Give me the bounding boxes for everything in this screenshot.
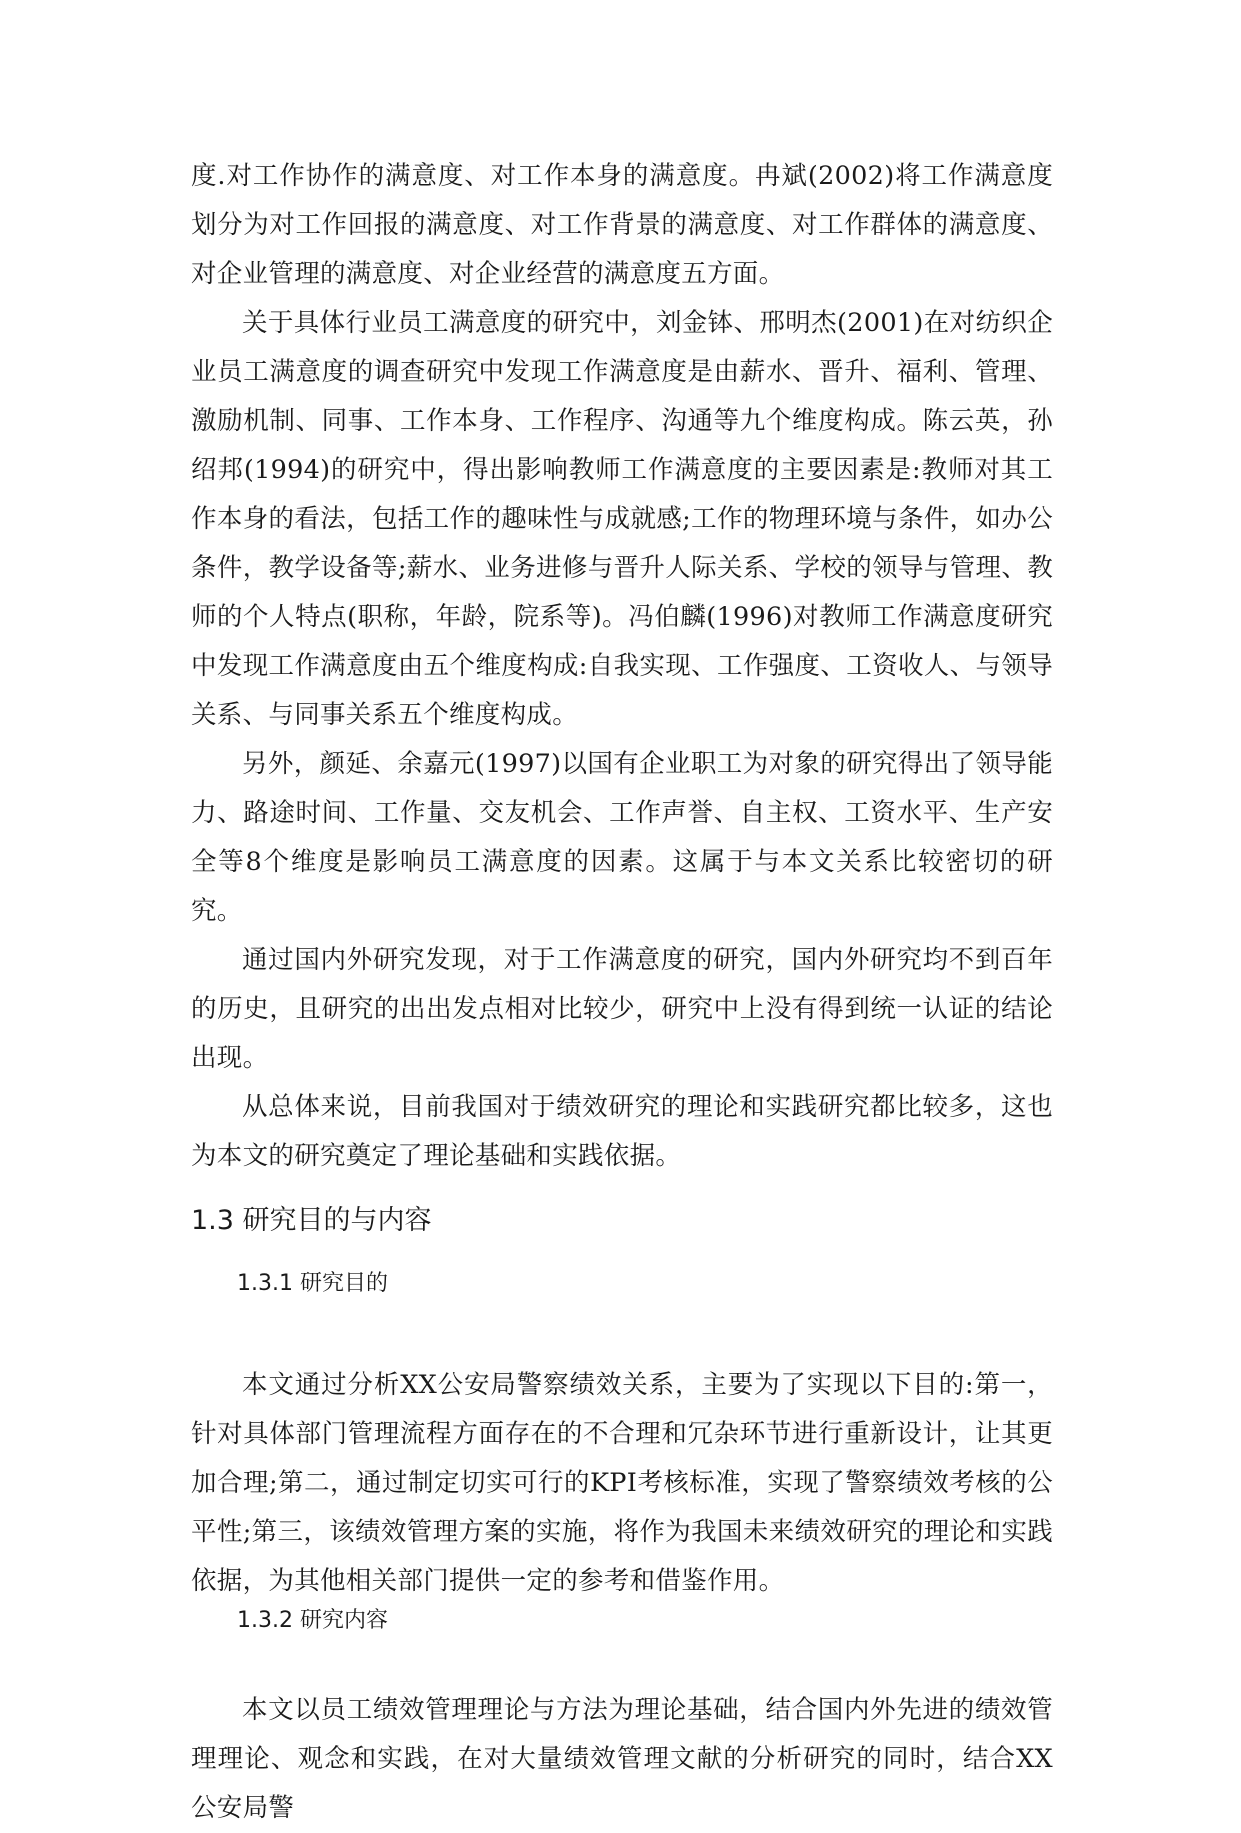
document-page [191,152,1053,1833]
section-heading-1-3: 1.3 研究目的与内容 [191,1205,432,1236]
paragraph-yan-yan-research: 另外，颜延、余嘉元(1997)以国有企业职工为对象的研究得出了领导能力、路途时间、工作量、交友机会、工作声誉、自主权、工资水平、生产安全等8个维度是影响员工满意度的因素。这属于与本文关系比较密切的研究。 [191,749,1053,926]
subsection-heading-1-3-1: 1.3.1 研究目的 [237,1271,388,1296]
subsection-heading-1-3-2: 1.3.2 研究内容 [237,1608,388,1633]
paragraph-satisfaction-dimensions: 度.对工作协作的满意度、对工作本身的满意度。冉斌(2002)将工作满意度划分为对工作回报的满意度、对工作背景的满意度、对工作群体的满意度、对企业管理的满意度、对企业经营的满意度五方面。 [191,161,1053,289]
paragraph-research-findings: 通过国内外研究发现，对于工作满意度的研究，国内外研究均不到百年的历史，且研究的出出发点相对比较少，研究中上没有得到统一认证的结论出现。 [191,945,1053,1073]
paragraph-overall-summary: 从总体来说，目前我国对于绩效研究的理论和实践研究都比较多，这也为本文的研究奠定了理论基础和实践依据。 [191,1092,1053,1171]
paragraph-industry-research: 关于具体行业员工满意度的研究中，刘金钵、邢明杰(2001)在对纺织企业员工满意度的调查研究中发现工作满意度是由薪水、晋升、福利、管理、激励机制、同事、工作本身、工作程序、沟通等九个维度构成。陈云英，孙绍邦(1994)的研究中，得出影响教师工作满意度的主要因素是:教师对其工作本身的看法，包括工作的趣味性与成就感;工作的物理环境与条件，如办公条件，教学设备等;薪水、业务进修与晋升人际关系、学校的领导与管理、教师的个人特点(职称，年龄，院系等)。冯伯麟(1996)对教师工作满意度研究中发现工作满意度由五个维度构成:自我实现、工作强度、工资收人、与领导关系、与同事关系五个维度构成。 [191,308,1053,730]
paragraph-research-purpose: 本文通过分析XX公安局警察绩效关系，主要为了实现以下目的:第一，针对具体部门管理流程方面存在的不合理和冗杂环节进行重新设计，让其更加合理;第二，通过制定切实可行的KPI考核标准，实现了警察绩效考核的公平性;第三，该绩效管理方案的实施，将作为我国未来绩效研究的理论和实践依据，为其他相关部门提供一定的参考和借鉴作用。 [191,1370,1053,1596]
paragraph-research-content: 本文以员工绩效管理理论与方法为理论基础，结合国内外先进的绩效管理理论、观念和实践，在对大量绩效管理文献的分析研究的同时，结合XX公安局警 [191,1695,1053,1823]
